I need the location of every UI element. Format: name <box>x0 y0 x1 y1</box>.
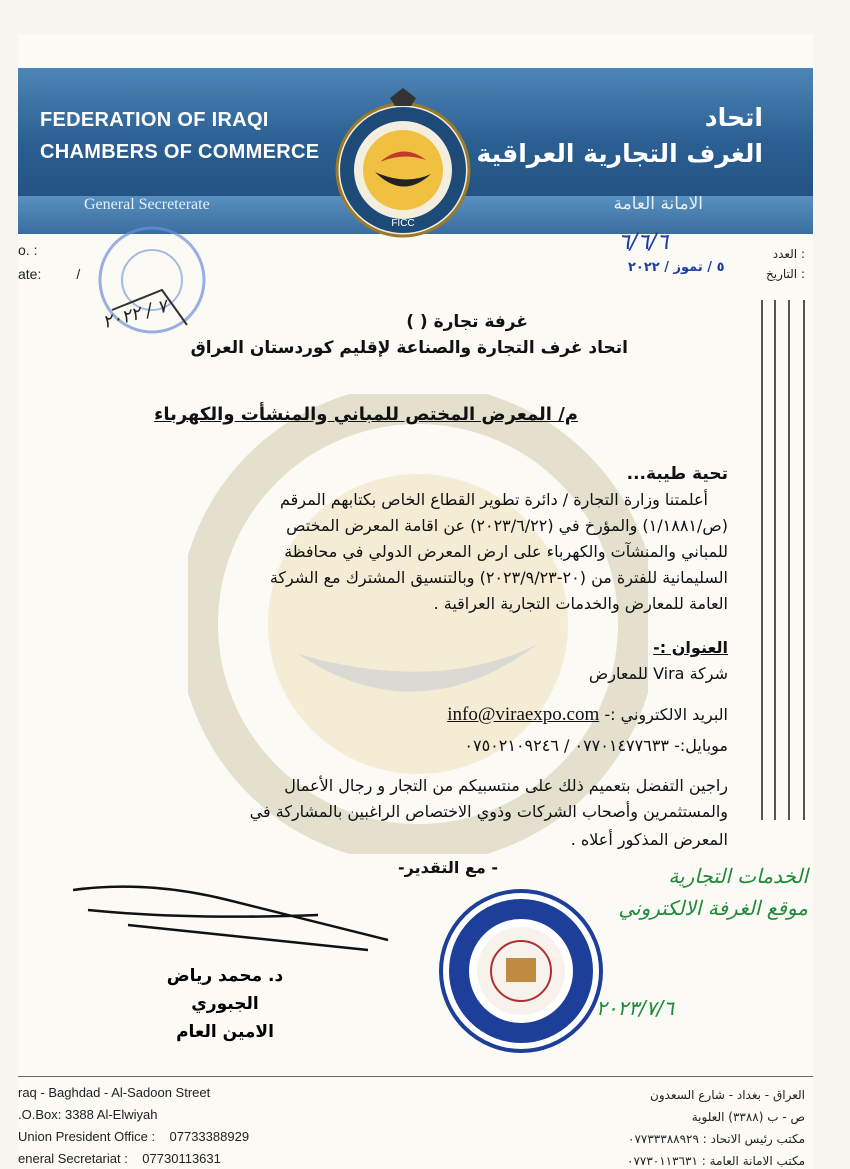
paragraph-line1: أعلمتنا وزارة التجارة / دائرة تطوير القطاع الخاص بكتابهم المرقم <box>279 490 708 509</box>
org-name-en-line2: CHAMBERS OF COMMERCE <box>40 141 320 163</box>
letter-page <box>18 34 813 1169</box>
meta-left <box>18 238 80 286</box>
annotation-line1: الخدمات التجارية <box>668 864 808 888</box>
footer-ar <box>627 1084 805 1169</box>
handwritten-annotation <box>598 860 808 924</box>
number-label-ar: : العدد <box>772 247 805 261</box>
general-secretariat-ar: الامانة العامة <box>613 194 703 214</box>
footer-ar-secretariat: مكتب الامانة العامة : ٠٧٧٣٠١١٣٦٣١ <box>627 1154 805 1168</box>
email-label: البريد الالكتروني :- <box>604 705 728 724</box>
request-line3: المعرض المذكور أعلاه . <box>570 830 728 849</box>
meta-right <box>766 244 805 284</box>
reference-number: ٦/٦/٦ <box>618 230 669 255</box>
org-name-en-line1: FEDERATION OF IRAQI <box>40 109 269 131</box>
date-label-en: ate: / <box>18 266 81 282</box>
email-row <box>447 704 728 726</box>
footer-en <box>18 1082 249 1169</box>
footer-ar-pobox: ص - ب (٣٣٨٨) العلوية <box>691 1110 805 1124</box>
subject-line: م/ المعرض المختص للمباني والمنشأت والكهرباء <box>154 404 578 425</box>
ficc-logo-icon <box>330 82 476 242</box>
footer-en-address: raq - Baghdad - Al-Sadoon Street <box>18 1085 211 1100</box>
greeting: تحية طيبة... <box>626 464 728 484</box>
letter-date: ٥ / تموز / ٢٠٢٢ <box>628 260 725 275</box>
date-label-ar: : التاريخ <box>765 267 805 281</box>
signatory-title: الامين العام <box>176 1022 274 1042</box>
company-name: شركة Vira للمعارض <box>588 664 728 683</box>
recipient-line2: اتحاد غرف التجارة والصناعة لإقليم كوردستان العراق <box>190 338 628 358</box>
request-line2: والمستثمرين وأصحاب الشركات وذوي الاختصاص الراغبين بالمشاركة في <box>249 802 728 821</box>
recipient-line1: غرفة تجارة ( ) <box>406 312 528 332</box>
footer-en-pobox: .O.Box: 3388 Al-Elwiyah <box>18 1107 158 1122</box>
footer-ar-address: العراق - بغداد - شارع السعدون <box>650 1088 805 1102</box>
closing: - مع التقدير- <box>398 858 498 877</box>
signatory-name: د. محمد رياض الجبوري <box>166 966 284 1014</box>
mobile-numbers: موبايل:- ٠٧٧٠١٤٧٧٦٣٣ / ٠٧٥٠٢١٠٩٢٤٦ <box>464 736 728 755</box>
footer-divider <box>18 1076 813 1077</box>
footer-ar-president: مكتب رئيس الاتحاد : ٠٧٧٣٣٣٨٨٩٢٩ <box>628 1132 805 1146</box>
margin-lines <box>761 300 805 820</box>
org-name-ar-line1: اتحاد <box>704 103 763 132</box>
org-name-en <box>40 104 319 168</box>
stamp-date: ٧ / ٢٠٢٢ <box>100 295 170 334</box>
paragraph-line2: (ص/١/١٨٨١) والمؤرخ في (٢٠٢٣/٦/٢٢) عن اقامة المعرض المختص <box>286 516 728 535</box>
org-name-ar-line2: الغرف التجارية العراقية <box>476 139 763 168</box>
number-label-en: o. : <box>18 242 38 258</box>
signatory <box>140 962 310 1046</box>
paragraph-line5: العامة للمعارض والخدمات التجارية العراقية . <box>433 594 728 613</box>
footer-en-secretariat: eneral Secretariat : 07730113631 <box>18 1151 221 1166</box>
paragraph-line3: للمباني والمنشآت والكهرباء على ارض المعرض الدولي في محافظة <box>284 542 728 561</box>
annotation-line2: موقع الغرفة الالكتروني <box>618 896 808 920</box>
email-address: info@viraexpo.com <box>447 704 600 725</box>
annotation-date: ٢٠٢٣/٧/٦ <box>596 996 674 1020</box>
official-stamp-icon <box>436 886 606 1056</box>
address-label: العنوان :- <box>653 638 728 657</box>
paragraph-line4: السليمانية للفترة من (٢٠-٢٠٢٣/٩/٢٣) وبالتنسيق المشترك مع الشركة <box>269 568 728 587</box>
general-secretariat-en: General Secreterate <box>84 196 210 213</box>
signature-icon <box>68 880 398 960</box>
footer-en-president: Union President Office : 07733388929 <box>18 1129 250 1144</box>
logo-ficc-text: FICC <box>391 218 415 229</box>
org-name-ar <box>477 100 764 172</box>
date-slash-en: / <box>76 266 81 282</box>
request-line1: راجين التفضل بتعميم ذلك على منتسبيكم من التجار و رجال الأعمال <box>284 776 728 795</box>
